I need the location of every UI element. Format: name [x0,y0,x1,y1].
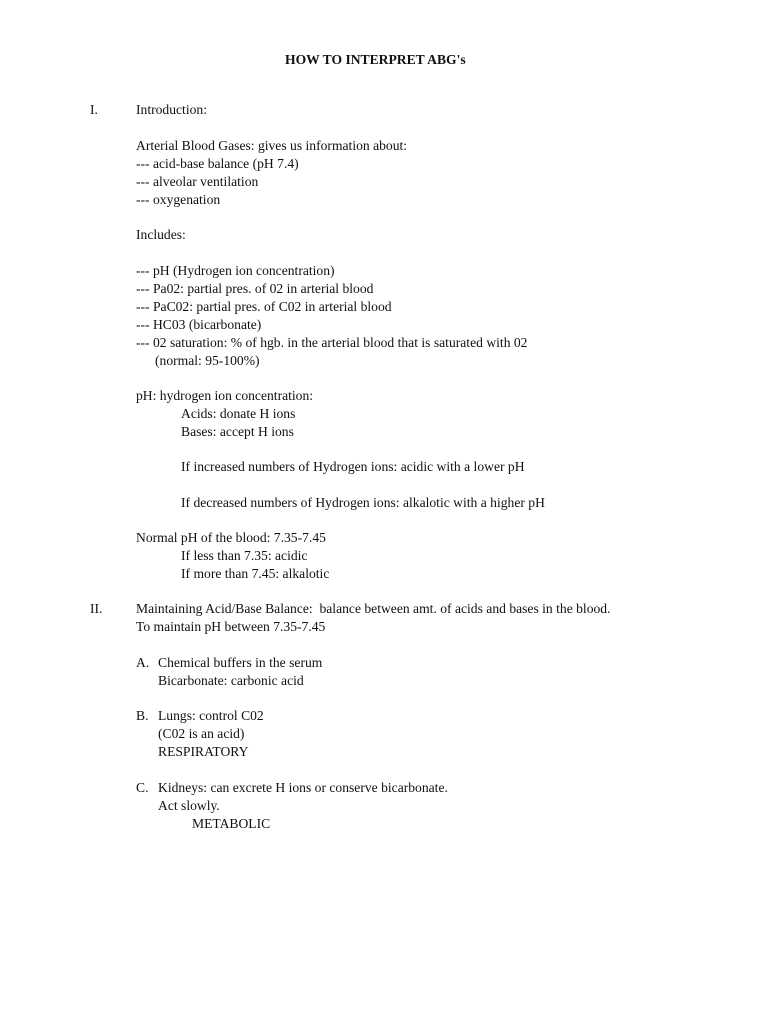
abg-item: --- alveolar ventilation [136,174,259,189]
item-c-line: Kidneys: can excrete H ions or conserve bicarbonate. [158,780,448,795]
decreased-text: If decreased numbers of Hydrogen ions: alkalotic with a higher pH [181,495,545,510]
item-c-line: METABOLIC [192,816,271,831]
includes-item: --- PaC02: partial pres. of C02 in arterial blood [136,299,392,314]
item-a-line: Bicarbonate: carbonic acid [158,673,304,688]
bases-text: Bases: accept H ions [181,424,294,439]
item-b-line: Lungs: control C02 [158,708,264,723]
section-2-heading: Maintaining Acid/Base Balance: balance between amt. of acids and bases in the blood. [136,601,611,616]
section-2-subheading: To maintain pH between 7.35-7.45 [136,619,326,634]
more-than-text: If more than 7.45: alkalotic [181,566,330,581]
section-1-heading: Introduction: [136,102,207,117]
item-a-marker: A. [136,655,150,670]
item-b-line: (C02 is an acid) [158,726,245,741]
item-a-line: Chemical buffers in the serum [158,655,323,670]
includes-label: Includes: [136,227,186,242]
section-1-numeral: I. [90,102,98,117]
acids-text: Acids: donate H ions [181,406,296,421]
item-b-marker: B. [136,708,149,723]
abg-item: --- oxygenation [136,192,221,207]
item-b-line: RESPIRATORY [158,744,249,759]
includes-item-note: (normal: 95-100%) [155,353,260,368]
item-c-marker: C. [136,780,149,795]
includes-item: --- HC03 (bicarbonate) [136,317,262,332]
abg-item: --- acid-base balance (pH 7.4) [136,156,299,171]
includes-item: --- Pa02: partial pres. of 02 in arterial blood [136,281,374,296]
item-c-line: Act slowly. [158,798,220,813]
includes-item: --- 02 saturation: % of hgb. in the arterial blood that is saturated with 02 [136,335,528,350]
normal-ph-text: Normal pH of the blood: 7.35-7.45 [136,530,326,545]
less-than-text: If less than 7.35: acidic [181,548,308,563]
section-2-numeral: II. [90,601,103,616]
includes-item: --- pH (Hydrogen ion concentration) [136,263,335,278]
page-title: HOW TO INTERPRET ABG's [285,52,466,67]
ph-heading: pH: hydrogen ion concentration: [136,388,314,403]
abg-intro-text: Arterial Blood Gases: gives us information about: [136,138,408,153]
increased-text: If increased numbers of Hydrogen ions: acidic with a lower pH [181,459,525,474]
